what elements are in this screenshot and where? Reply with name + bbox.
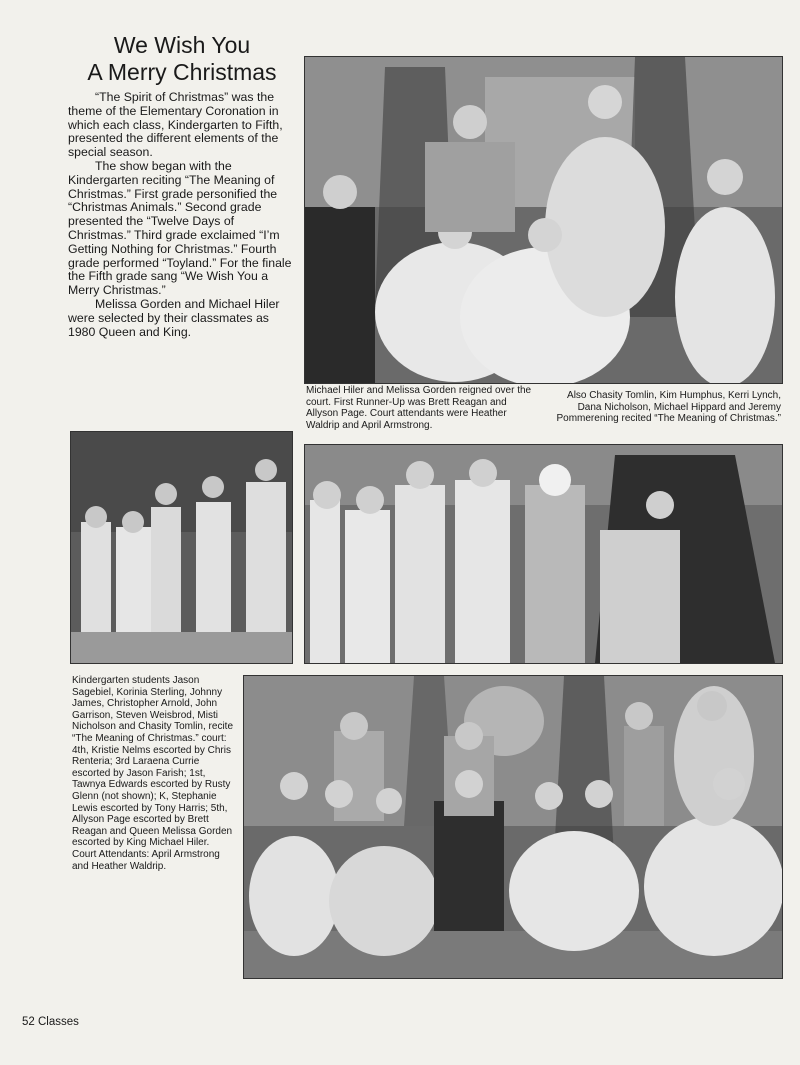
photo-children-on-stage — [304, 444, 783, 664]
page-folio: 52 Classes — [22, 1016, 79, 1028]
page-title-line-2: A Merry Christmas — [87, 59, 277, 85]
caption-royal-court: Michael Hiler and Melissa Gorden reigned over the court. First Runner-Up was Brett Reagan and Allyson Page. Court attendants were Heather Waldrip and April Armstrong. — [306, 385, 532, 431]
caption-kindergarten: Kindergarten students Jason Sagebiel, Korinia Sterling, Johnny James, Christopher Arnold, John Garrison, Steven Weisbrod, Misti Nicholson and Chasity Tomlin, recite “The Meaning of Christmas.” court: 4th, Kristie Nelms escorted by Chris Renteria; 3rd Laraena Currie escorted by Jason Farish; 1st, Tawnya Edwards escorted by Rusty Glenn (not shown); K, Stephanie Lewis escorted by Tony Harris; 5th, Allyson Page escorted by Brett Reagan and Queen Melissa Gorden escorted by King Michael Hiler. Court Attendants: April Armstrong and Heather Waldrip. — [72, 675, 234, 872]
photo-full-court — [243, 675, 783, 979]
page-title-line-1: We Wish You — [113, 32, 251, 58]
body-paragraph-3: Melissa Gorden and Michael Hiler were selected by their classmates as 1980 Queen and King. — [68, 296, 280, 339]
body-paragraph-1: “The Spirit of Christmas” was the theme of the Elementary Coronation in which each class, Kindergarten to Fifth, presented the different elements of the special season. — [68, 90, 283, 160]
photo-royal-court — [304, 56, 783, 384]
article-body — [68, 91, 292, 339]
page-title — [62, 32, 302, 86]
body-paragraph-2: The show began with the Kindergarten reciting “The Meaning of Christmas.” First grade personified the “Christmas Animals.” Second grade presented the “Twelve Days of Christmas.” Third grade exclaimed “I’m Getting Nothing for Christmas.” Fourth grade performed “Toyland.” For the finale the Fifth grade sang “We Wish You a Merry Christmas.” — [68, 158, 292, 298]
caption-recited: Also Chasity Tomlin, Kim Humphus, Kerri Lynch, Dana Nicholson, Michael Hippard and Jeremy Pommerening recited “The Meaning of Christmas.” — [556, 390, 781, 425]
photo-kindergarten-stage — [70, 431, 293, 664]
